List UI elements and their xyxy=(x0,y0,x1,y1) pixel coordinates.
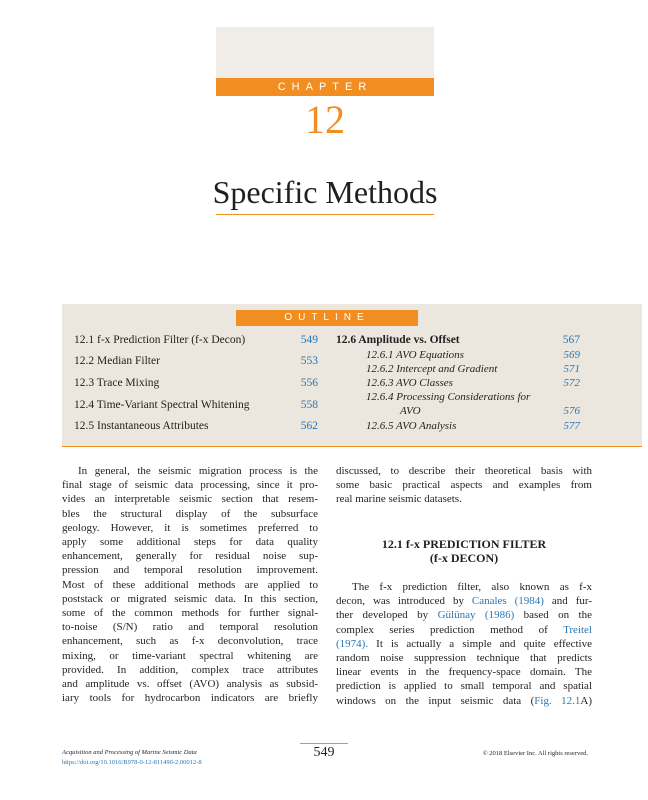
chapter-label: CHAPTER xyxy=(216,78,434,96)
body-line: enhancement, such as f-x deconvolution, trace xyxy=(62,635,318,648)
body-line: In general, the seismic migration process is the xyxy=(78,465,318,477)
body-line: to-noise (S/N) ratio and temporal resolution xyxy=(62,621,318,634)
page-number-rule xyxy=(300,743,348,744)
chapter-title: Specific Methods xyxy=(212,174,438,210)
body-line: prediction is applied to small temporal and spatial xyxy=(336,680,592,693)
citation-link[interactable]: Canales (1984) xyxy=(471,595,544,608)
body-line: complex series prediction method of Treitel xyxy=(336,623,592,636)
citation-link[interactable]: Gülünay (1986) xyxy=(437,609,515,622)
citation-link[interactable]: Treitel xyxy=(563,623,592,636)
body-line: and amplitude vs. offset (AVO) analysis as subsid- xyxy=(62,678,318,691)
body-line: random noise suppression technique that predicts xyxy=(336,652,592,665)
toc-sub-page-571[interactable]: 571 xyxy=(563,363,580,375)
title-rule xyxy=(216,214,434,215)
body-line: pression and temporal resolution improvement. xyxy=(62,564,318,577)
page-number: 549 xyxy=(313,745,335,760)
toc-page-562[interactable]: 562 xyxy=(300,420,318,432)
footer-copyright: © 2018 Elsevier Inc. All rights reserved. xyxy=(482,750,588,757)
body-line: vides an interpretable seismic section that resem- xyxy=(62,493,318,506)
toc-sub-12-6-4-cont[interactable]: AVO xyxy=(400,405,421,417)
toc-sub-12-6-3[interactable]: 12.6.3 AVO Classes xyxy=(366,377,453,389)
toc-sub-12-6-5[interactable]: 12.6.5 AVO Analysis xyxy=(366,420,457,432)
toc-entry-12-5[interactable]: 12.5 Instantaneous Attributes xyxy=(74,420,209,432)
body-line: ther developed by Gülünay (1986) based on the xyxy=(336,609,592,622)
toc-entry-12-2[interactable]: 12.2 Median Filter xyxy=(74,355,160,367)
toc-entry-12-3[interactable]: 12.3 Trace Mixing xyxy=(74,377,160,389)
body-line: Most of these additional methods are applied to xyxy=(62,578,318,591)
toc-page-556[interactable]: 556 xyxy=(300,377,318,389)
outline-label: OUTLINE xyxy=(236,310,418,326)
toc-entry-12-4[interactable]: 12.4 Time-Variant Spectral Whitening xyxy=(74,399,250,411)
footer-doi-link[interactable]: https://doi.org/10.1016/B978-0-12-811490-2.00012-8 xyxy=(62,759,202,766)
body-right-column-top xyxy=(336,464,592,507)
body-line: apply some additional steps for data quality xyxy=(62,536,318,549)
section-heading xyxy=(336,537,592,565)
citation-link[interactable]: (1974). xyxy=(336,637,369,650)
body-line: poststack or migrated seismic data. In this section, xyxy=(62,592,318,605)
body-right-column-para xyxy=(336,580,592,708)
body-line: (1974). It is actually a simple and quite effective xyxy=(336,637,592,650)
footer-book-title: Acquisition and Processing of Marine Seismic Data xyxy=(62,749,197,756)
toc-page-549[interactable]: 549 xyxy=(300,334,318,346)
figure-link[interactable]: Fig. 12.1 xyxy=(534,694,581,707)
body-line: windows on the input seismic data (Fig. 12.1A) xyxy=(336,694,592,707)
body-line: decon, was introduced by Canales (1984) and fur- xyxy=(336,595,592,608)
toc-sub-12-6-2[interactable]: 12.6.2 Intercept and Gradient xyxy=(366,363,498,375)
body-line: geology. However, it is sometimes preferred to xyxy=(62,521,318,534)
body-line: linear events in the frequency-space domain. The xyxy=(336,666,592,679)
body-line: real marine seismic datasets. xyxy=(336,493,462,506)
toc-page-553[interactable]: 553 xyxy=(300,355,318,367)
toc-sub-12-6-4[interactable]: 12.6.4 Processing Considerations for xyxy=(366,391,531,403)
toc-entry-12-1[interactable]: 12.1 f-x Prediction Filter (f-x Decon) xyxy=(74,334,246,346)
toc-sub-page-576[interactable]: 576 xyxy=(563,405,580,417)
body-line: discussed, to describe their theoretical basis with xyxy=(336,465,592,477)
body-line: mixing, or time-variant spectral whitening are xyxy=(62,649,318,662)
toc-sub-page-572[interactable]: 572 xyxy=(563,377,580,389)
body-left-column xyxy=(62,464,318,705)
toc-sub-page-577[interactable]: 577 xyxy=(563,420,580,432)
toc-sub-12-6-1[interactable]: 12.6.1 AVO Equations xyxy=(366,349,464,361)
toc-page-558[interactable]: 558 xyxy=(300,399,318,411)
body-line: The f-x prediction filter, also known as f-x xyxy=(352,581,592,593)
toc-page-567[interactable]: 567 xyxy=(562,334,580,346)
body-line: some of the common methods for further signal- xyxy=(62,607,318,620)
toc-entry-12-6[interactable]: 12.6 Amplitude vs. Offset xyxy=(336,334,460,346)
body-line: bles the structural display of the subsurface xyxy=(62,507,318,520)
body-line: iary tools for hydrocarbon indicators are briefly xyxy=(62,692,318,705)
toc-sub-page-569[interactable]: 569 xyxy=(563,349,580,361)
body-line: enhancement, generally for residual noise sup- xyxy=(62,550,318,563)
chapter-number: 12 xyxy=(305,97,345,142)
body-line: final stage of seismic data processing, since it pro- xyxy=(62,479,318,492)
body-line: provided. In addition, complex trace attributes xyxy=(62,663,318,676)
section-heading-line1: 12.1 f-x PREDICTION FILTER xyxy=(381,537,547,551)
section-heading-line2: (f-x DECON) xyxy=(429,551,499,565)
body-line: some basic practical aspects and examples from xyxy=(336,479,592,492)
